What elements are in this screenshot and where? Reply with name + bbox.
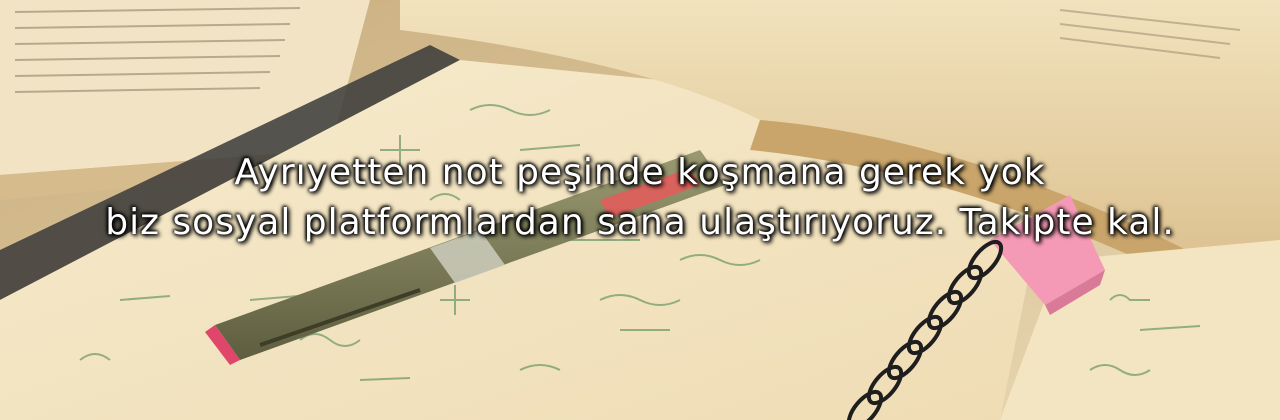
caption-line-2: biz sosyal platformlardan sana ulaştırıyoruz. Takipte kal. xyxy=(105,202,1175,243)
caption-line-1: Ayrıyetten not peşinde koşmana gerek yok xyxy=(234,152,1046,193)
banner-caption xyxy=(0,148,1280,248)
